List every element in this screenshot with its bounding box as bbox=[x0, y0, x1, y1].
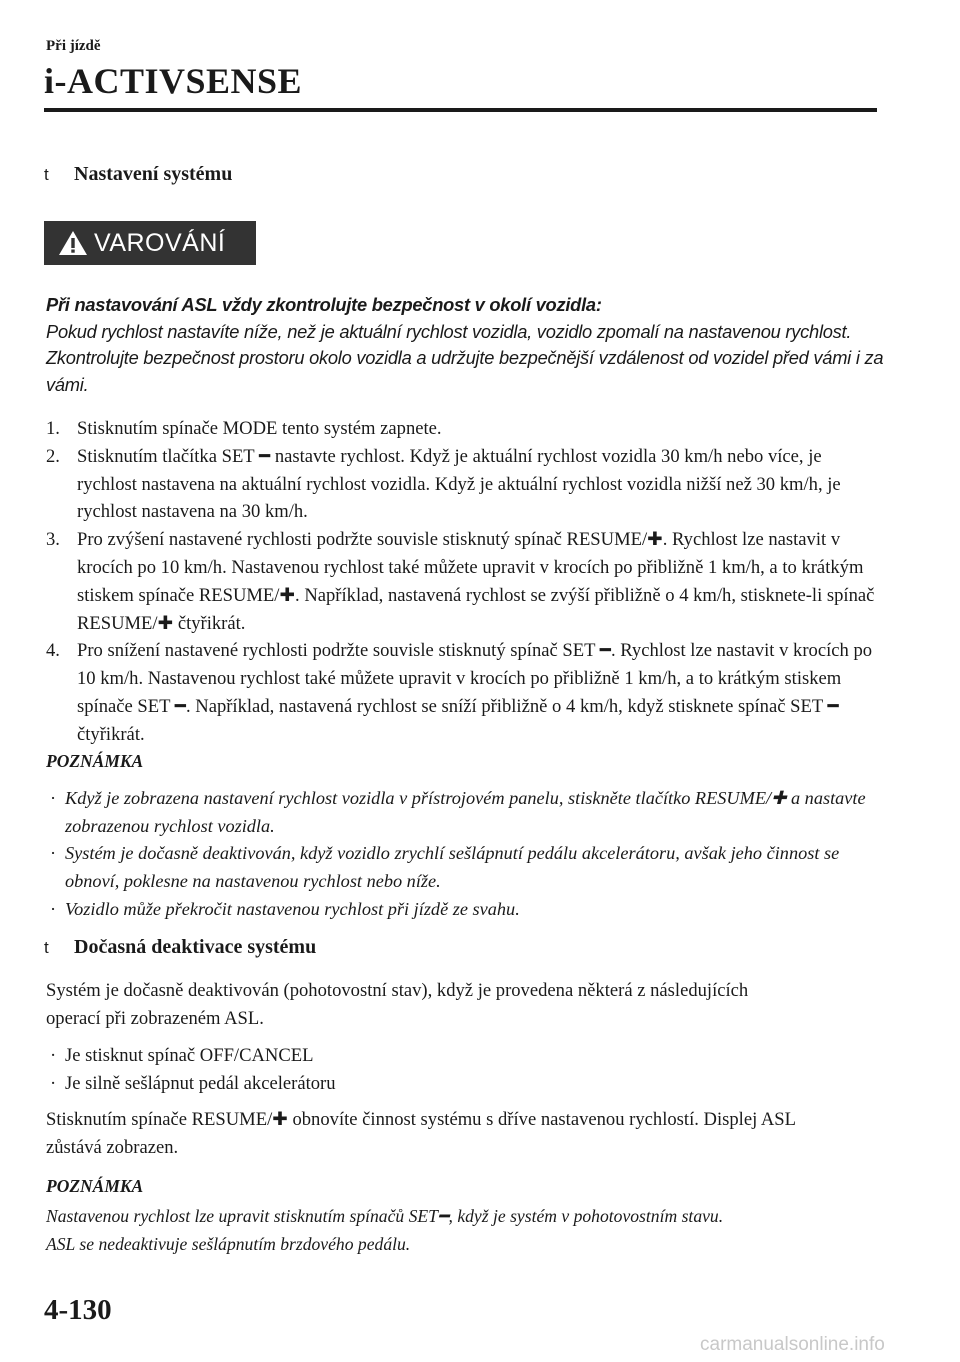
note-heading: POZNÁMKA bbox=[46, 1176, 144, 1196]
page-number: 4-130 bbox=[44, 1294, 112, 1326]
resume-paragraph: Stisknutím spínače RESUME/✚ obnovíte činnost systému s dříve nastavenou rychlostí. Displej ASL zůstává zobrazen. bbox=[46, 1109, 796, 1158]
warning-text bbox=[46, 292, 886, 398]
watermark: carmanualsonline.info bbox=[700, 1334, 885, 1355]
setup-steps bbox=[46, 415, 886, 749]
note-heading: POZNÁMKA bbox=[46, 751, 144, 771]
list-item: · Je silně sešlápnut pedál akcelerátoru bbox=[50, 1072, 336, 1094]
list-item: 3. Pro zvýšení nastavené rychlosti podržte souvisle stisknutý spínač RESUME/✚. Rychlost lze nastavit v krocích po 10 km/h. Nastavenou rychlost také můžete upravit v krocích po přibližně 1 km/h, a to krátkým stiskem spínače RESUME/✚. Například, nastavená rychlost se zvýší přibližně o 4 km/h, stisknete-li spínač RESUME/✚ čtyřikrát. bbox=[46, 529, 875, 634]
section-bullet: t bbox=[44, 937, 49, 957]
list-item: · Vozidlo může překročit nastavenou rychlost při jízdě ze svahu. bbox=[50, 898, 520, 919]
warning-label: VAROVÁNÍ bbox=[94, 228, 226, 257]
chapter-label: Při jízdě bbox=[46, 38, 101, 54]
section-heading-text: Nastavení systému bbox=[74, 163, 233, 185]
list-item: · Je stisknut spínač OFF/CANCEL bbox=[50, 1045, 314, 1066]
deactivation-intro: Systém je dočasně deaktivován (pohotovostní stav), když je provedena některá z následujících operací při zobrazeném ASL. bbox=[46, 980, 749, 1029]
list-item: 2. Stisknutím tlačítka SET ━ nastavte rychlost. Když je aktuální rychlost vozidla 30 km/h nebo více, je rychlost nastavena na aktuální rychlost vozidla. Když je aktuální rychlost vozidla nižší než 30 km/h, je rychlost nastavena na 30 km/h. bbox=[46, 445, 841, 523]
section-heading-deactivation bbox=[44, 936, 316, 959]
section-heading-text: Dočasná deaktivace systému bbox=[74, 936, 317, 958]
warning-triangle-icon bbox=[58, 229, 88, 257]
list-item: 4. Pro snížení nastavené rychlosti podržte souvisle stisknutý spínač SET ━. Rychlost lze nastavit v krocích po 10 km/h. Nastavenou rychlost také můžete upravit v krocích po přibližně 1 km/h, a to krátkým stiskem spínače SET ━. Například, nastavená rychlost se sníží přibližně o 4 km/h, když stisknete spínač SET ━ čtyřikrát. bbox=[46, 640, 873, 745]
page-title: i-ACTIVSENSE bbox=[44, 61, 303, 101]
list-item: 1. Stisknutím spínače MODE tento systém zapnete. bbox=[46, 418, 442, 439]
list-item: · Systém je dočasně deaktivován, když vozidlo zrychlí sešlápnutí pedálu akcelerátoru, avšak jeho činnost se obnoví, poklesne na nastavenou rychlost nebo níže. bbox=[50, 843, 840, 892]
warning-banner bbox=[44, 221, 256, 265]
header-divider bbox=[44, 108, 877, 112]
note-text: Nastavenou rychlost lze upravit stisknutím spínačů SET━, když je systém v pohotovostním stavu. ASL se nedeaktivuje sešlápnutím brzdového pedálu. bbox=[46, 1206, 724, 1254]
section-heading-settings bbox=[44, 163, 232, 186]
section-bullet: t bbox=[44, 164, 49, 184]
warning-body: Pokud rychlost nastavíte níže, než je aktuální rychlost vozidla, vozidlo zpomalí na nastavenou rychlost. Zkontrolujte bezpečnost prostoru okolo vozidla a udržujte bezpečnější vzdálenost od vozidel před vámi i za vámi. bbox=[46, 320, 884, 395]
note-list bbox=[46, 785, 886, 924]
warning-lead: Při nastavování ASL vždy zkontrolujte bezpečnost v okolí vozidla: bbox=[46, 294, 602, 315]
list-item: · Když je zobrazena nastavení rychlost vozidla v přístrojovém panelu, stiskněte tlačítko RESUME/✚ a nastavte zobrazenou rychlost vozidla. bbox=[50, 788, 866, 836]
deactivation-list bbox=[46, 1042, 886, 1098]
